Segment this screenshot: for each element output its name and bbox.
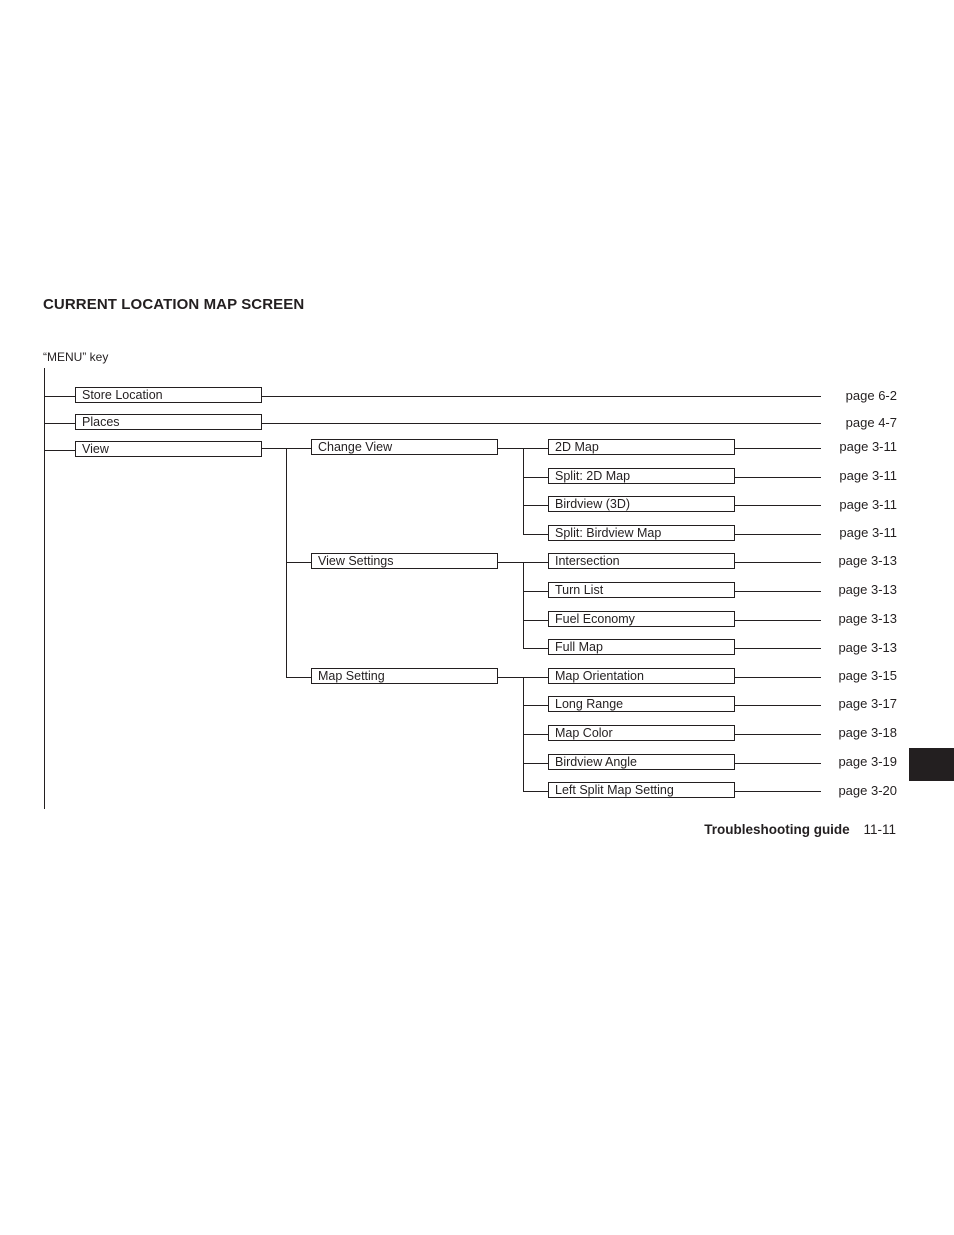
page-footer [704,822,896,837]
menu-item-split-2d-map[interactable]: Split: 2D Map [548,468,735,484]
page-ref: page 3-11 [839,439,897,454]
leader-line [735,477,821,478]
menu-item-view-settings[interactable]: View Settings [311,553,498,569]
menu-item-fuel-economy[interactable]: Fuel Economy [548,611,735,627]
menu-item-2d-map[interactable]: 2D Map [548,439,735,455]
leader-line [735,791,821,792]
leader-line [735,763,821,764]
connector [44,423,75,424]
menu-item-store-location[interactable]: Store Location [75,387,262,403]
connector [523,705,548,706]
page-ref: page 3-11 [839,497,897,512]
connector [523,591,548,592]
connector [523,648,548,649]
menu-item-intersection[interactable]: Intersection [548,553,735,569]
connector [286,677,311,678]
leader-line [735,705,821,706]
leader-line [262,423,821,424]
menu-item-birdview-angle[interactable]: Birdview Angle [548,754,735,770]
page-ref: page 3-15 [838,668,897,683]
page-ref: page 3-13 [838,611,897,626]
page-ref: page 4-7 [845,415,897,430]
menu-item-view[interactable]: View [75,441,262,457]
menu-item-turn-list[interactable]: Turn List [548,582,735,598]
menu-item-left-split-map-setting[interactable]: Left Split Map Setting [548,782,735,798]
page-ref: page 6-2 [845,388,897,403]
page-ref: page 3-13 [838,582,897,597]
branch-line [523,562,524,648]
section-tab-marker [909,748,954,781]
menu-item-birdview-3d[interactable]: Birdview (3D) [548,496,735,512]
menu-item-full-map[interactable]: Full Map [548,639,735,655]
leader-line [735,534,821,535]
leader-line [735,591,821,592]
connector [44,396,75,397]
leader-line [735,562,821,563]
menu-item-change-view[interactable]: Change View [311,439,498,455]
page-ref: page 3-17 [838,696,897,711]
connector [523,763,548,764]
leader-line [262,396,821,397]
branch-line [523,448,524,534]
connector [523,791,548,792]
footer-page-number: 11-11 [863,822,896,837]
footer-section-label: Troubleshooting guide [704,822,850,837]
connector [286,562,311,563]
page-ref: page 3-18 [838,725,897,740]
leader-line [735,505,821,506]
page-ref: page 3-13 [838,553,897,568]
section-title: CURRENT LOCATION MAP SCREEN [43,296,305,313]
menu-item-long-range[interactable]: Long Range [548,696,735,712]
connector [523,534,548,535]
leader-line [735,648,821,649]
page-ref: page 3-19 [838,754,897,769]
menu-item-map-setting[interactable]: Map Setting [311,668,498,684]
menu-item-map-orientation[interactable]: Map Orientation [548,668,735,684]
connector [44,450,75,451]
page-ref: page 3-20 [838,783,897,798]
menu-item-places[interactable]: Places [75,414,262,430]
leader-line [735,448,821,449]
page-ref: page 3-11 [839,525,897,540]
leader-line [735,677,821,678]
leader-line [735,734,821,735]
menu-item-split-birdview-map[interactable]: Split: Birdview Map [548,525,735,541]
connector [523,477,548,478]
connector [523,734,548,735]
connector [523,620,548,621]
page-ref: page 3-13 [838,640,897,655]
menu-key-label: “MENU” key [43,350,109,364]
leader-line [735,620,821,621]
trunk-line [44,368,45,809]
menu-item-map-color[interactable]: Map Color [548,725,735,741]
connector [523,505,548,506]
page-ref: page 3-11 [839,468,897,483]
